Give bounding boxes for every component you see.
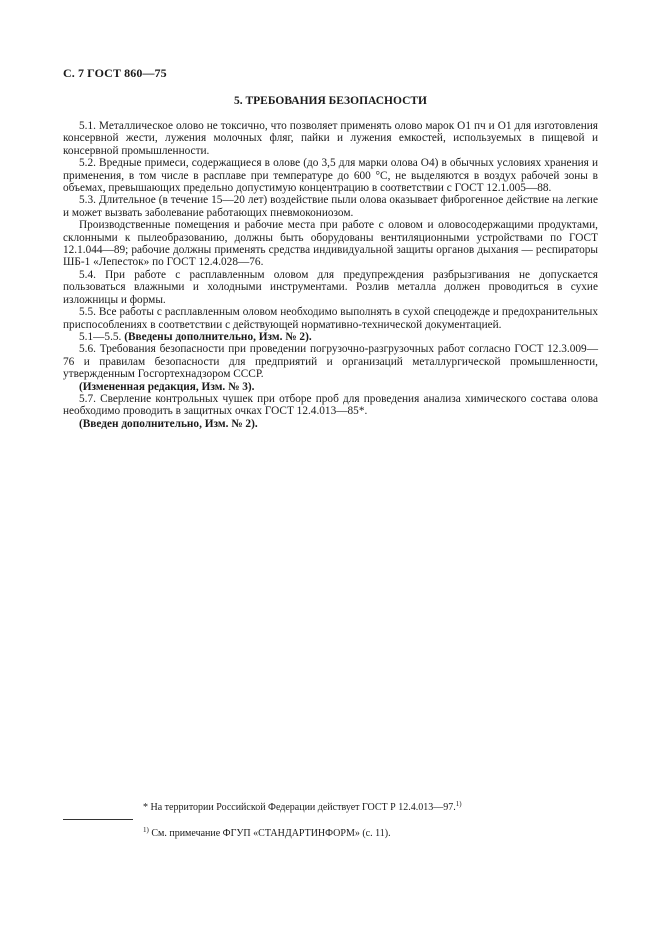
amendment-note-5-1-5-5 <box>63 331 598 343</box>
footnote-1 <box>143 800 462 813</box>
footnote-divider <box>63 819 133 820</box>
paragraph-ventilation: Производственные помещения и рабочие места при работе с оловом и оловосодержащими продуктами, склонными к пылеобразованию, должны быть оборудованы вентиляционными устройствами по ГОСТ 12.1.044—89; рабочие должны применять средства индивидуальной защиты органов дыхания — респираторы ШБ-1 «Лепесток» по ГОСТ 12.4.028—76. <box>63 219 598 269</box>
footnote-1-mark: 1) <box>455 800 462 808</box>
paragraph-5-7: 5.7. Сверление контрольных чушек при отборе проб для проведения анализа химического состава олова необходимо проводить в защитных очках ГОСТ 12.4.013—85*. <box>63 392 598 418</box>
page-header: С. 7 ГОСТ 860—75 <box>63 66 167 80</box>
footnote-2-text: См. примечание ФГУП «СТАНДАРТИНФОРМ» (с. 11). <box>148 828 391 839</box>
section-title: 5. ТРЕБОВАНИЯ БЕЗОПАСНОСТИ <box>233 95 428 107</box>
footnote-2-mark: 1) <box>143 826 149 834</box>
paragraph-5-6: 5.6. Требования безопасности при проведении погрузочно-разгрузочных работ согласно ГОСТ 12.3.009—76 и правилам безопасности для предприятий и организаций металлургической промышленности, утвержденным Госгортехнадзором СССР. <box>63 343 598 381</box>
paragraph-5-5: 5.5. Все работы с расплавленным оловом необходимо выполнять в сухой спецодежде и предохранительных приспособлениях в соответствии с действующей нормативно-технической документацией. <box>63 306 598 331</box>
footnote-1-text: * На территории Российской Федерации действует ГОСТ Р 12.4.013—97. <box>143 802 456 813</box>
amendment-note-5-6: (Измененная редакция, Изм. № 3). <box>79 380 255 393</box>
section-body <box>63 120 598 430</box>
amendment-bold: (Введены дополнительно, Изм. № 2). <box>124 330 312 343</box>
paragraph-5-4: 5.4. При работе с расплавленным оловом для предупреждения разбрызгивания не допускается пользоваться влажными и холодными инструментами. Розлив металла должен проводиться в сухие изложницы и формы. <box>63 268 598 306</box>
paragraph-5-2: 5.2. Вредные примеси, содержащиеся в олове (до 3,5 для марки олова О4) в обычных условиях хранения и применения, в том числе в расплаве при температуре до 600 °С, не выделяются в воздух рабочей зоны в объемах, превышающих предельно допустимую концентрацию в соответствии с ГОСТ 12.1.005—88. <box>63 157 598 195</box>
paragraph-5-3: 5.3. Длительное (в течение 15—20 лет) воздействие пыли олова оказывает фиброгенное действие на легкие и может вызвать заболевание работающих пневмокониозом. <box>63 194 598 219</box>
footnote-2 <box>143 826 391 839</box>
amendment-note-5-7: (Введен дополнительно, Изм. № 2). <box>79 417 258 430</box>
paragraph-5-1: 5.1. Металлическое олово не токсично, что позволяет применять олово марок О1 пч и О1 для изготовления консервной жести, лужения молочных фляг, пайки и лужения емкостей, используемых в пищевой и консервной промышленности. <box>63 120 598 157</box>
amendment-prefix: 5.1—5.5. <box>79 330 125 343</box>
